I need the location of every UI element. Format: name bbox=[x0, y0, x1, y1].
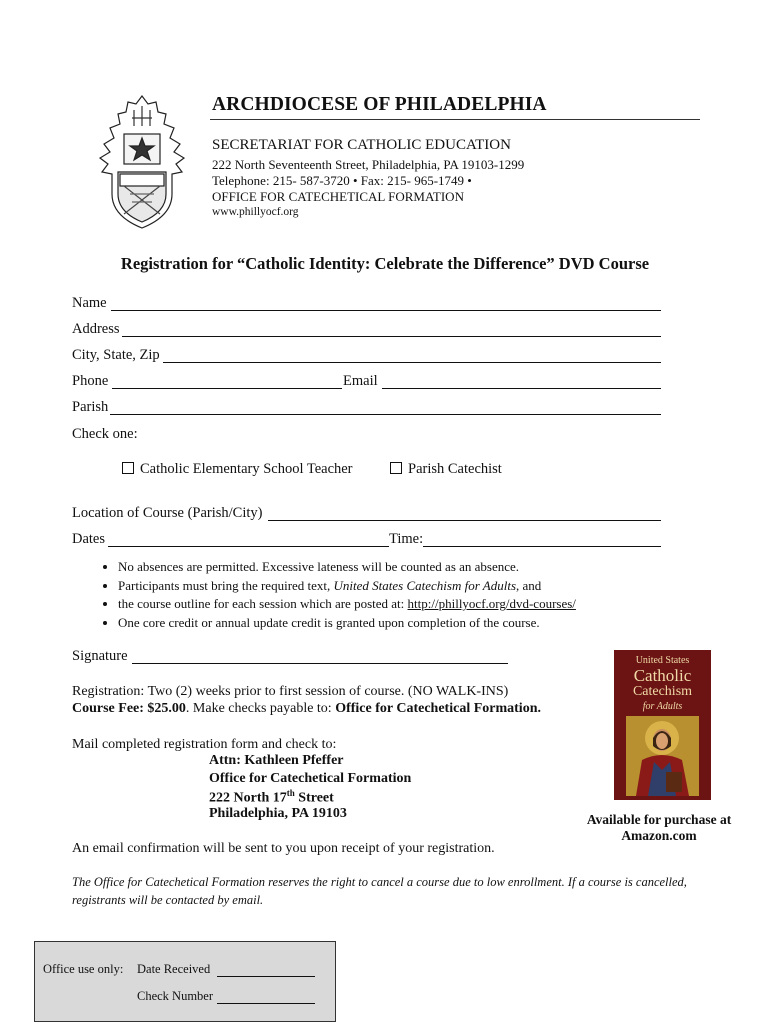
header-rule bbox=[210, 119, 700, 120]
check-number-field[interactable] bbox=[217, 1003, 315, 1004]
archdiocese-crest-logo bbox=[94, 94, 190, 230]
catechism-book-cover bbox=[614, 650, 711, 800]
mail-attn: Attn: Kathleen Pfeffer bbox=[209, 753, 344, 768]
dates-label: Dates bbox=[72, 531, 106, 547]
date-received-label: Date Received bbox=[137, 962, 211, 976]
teacher-option-label: Catholic Elementary School Teacher bbox=[140, 461, 353, 477]
option-catechist[interactable] bbox=[390, 461, 502, 478]
christ-icon-image bbox=[626, 716, 699, 796]
required-text-title: United States Catechism for Adults bbox=[333, 577, 517, 593]
check-one-label: Check one: bbox=[72, 426, 138, 442]
date-received-field[interactable] bbox=[217, 976, 315, 977]
registration-title: Registration for “Catholic Identity: Celebrate the Difference” DVD Course bbox=[120, 254, 650, 273]
time-field[interactable] bbox=[423, 546, 661, 547]
catechist-option-label: Parish Catechist bbox=[408, 461, 502, 477]
registration-deadline: Registration: Two (2) weeks prior to first session of course. (NO WALK-INS) bbox=[72, 684, 509, 699]
name-label: Name bbox=[72, 295, 107, 311]
course-rules-list bbox=[94, 558, 698, 632]
list-item: • Participants must bring the required text, United States Catechism for Adults, and bbox=[118, 577, 698, 596]
book-title-line: for Adults bbox=[642, 701, 683, 712]
book-purchase-caption: Available for purchase at Amazon.com bbox=[586, 812, 732, 843]
phone-field[interactable] bbox=[112, 388, 342, 389]
list-item: • the course outline for each session which are posted at: http://phillyocf.org/dvd-courses/ bbox=[118, 595, 698, 614]
email-label: Email bbox=[343, 373, 378, 389]
book-title-line: Catechism bbox=[632, 684, 693, 699]
mail-city: Philadelphia, PA 19103 bbox=[209, 806, 347, 821]
street-address: 222 North Seventeenth Street, Philadelphia, PA 19103-1299 bbox=[212, 157, 525, 172]
mail-intro: Mail completed registration form and check to: bbox=[72, 737, 337, 752]
time-label: Time: bbox=[389, 531, 424, 547]
office-use-label: Office use only: bbox=[43, 962, 124, 976]
parish-field[interactable] bbox=[110, 414, 661, 415]
course-fee-line: Course Fee: $25.00. Make checks payable to: Office for Catechetical Formation. bbox=[72, 701, 541, 716]
secretariat-name: SECRETARIAT FOR CATHOLIC EDUCATION bbox=[212, 137, 511, 153]
cancellation-disclaimer-2: registrants will be contacted by email. bbox=[72, 893, 264, 907]
name-field[interactable] bbox=[111, 310, 661, 311]
email-field[interactable] bbox=[382, 388, 661, 389]
payable-to: Office for Catechetical Formation. bbox=[335, 701, 541, 716]
list-item: • No absences are permitted. Excessive lateness will be counted as an absence. bbox=[118, 558, 698, 577]
address-label: Address bbox=[72, 321, 120, 337]
location-label: Location of Course (Parish/City) bbox=[72, 505, 263, 521]
mail-street: 222 North 17th Street bbox=[209, 788, 334, 806]
book-title-line: United States bbox=[635, 655, 690, 666]
parish-label: Parish bbox=[72, 399, 109, 415]
org-name: ARCHDIOCESE OF PHILADELPHIA bbox=[212, 94, 547, 115]
signature-field[interactable] bbox=[132, 663, 508, 664]
course-fee: Course Fee: $25.00 bbox=[72, 701, 186, 716]
website-link[interactable]: www.phillyocf.org bbox=[212, 206, 299, 218]
office-use-box bbox=[34, 941, 336, 1022]
city-state-zip-label: City, State, Zip bbox=[72, 347, 160, 363]
mail-office: Office for Catechetical Formation bbox=[209, 771, 412, 786]
email-confirmation-note: An email confirmation will be sent to you upon receipt of your registration. bbox=[72, 841, 495, 856]
check-number-label: Check Number bbox=[137, 989, 214, 1003]
option-teacher[interactable] bbox=[122, 461, 353, 478]
book-title-line: Catholic bbox=[633, 666, 692, 685]
signature-label: Signature bbox=[72, 648, 128, 664]
course-outline-link[interactable]: http://phillyocf.org/dvd-courses/ bbox=[407, 596, 576, 611]
teacher-checkbox[interactable] bbox=[122, 462, 134, 474]
list-item: • One core credit or annual update credit is granted upon completion of the course. bbox=[118, 614, 698, 633]
cancellation-disclaimer: The Office for Catechetical Formation reserves the right to cancel a course due to low enrollment. If a course is cancelled, bbox=[72, 875, 687, 889]
office-name: OFFICE FOR CATECHETICAL FORMATION bbox=[212, 189, 464, 204]
catechist-checkbox[interactable] bbox=[390, 462, 402, 474]
location-field[interactable] bbox=[268, 520, 661, 521]
address-field[interactable] bbox=[122, 336, 661, 337]
phone-label: Phone bbox=[72, 373, 109, 389]
phone-fax: Telephone: 215- 587-3720 • Fax: 215- 965-1749 • bbox=[212, 173, 472, 188]
city-state-zip-field[interactable] bbox=[163, 362, 661, 363]
dates-field[interactable] bbox=[108, 546, 389, 547]
